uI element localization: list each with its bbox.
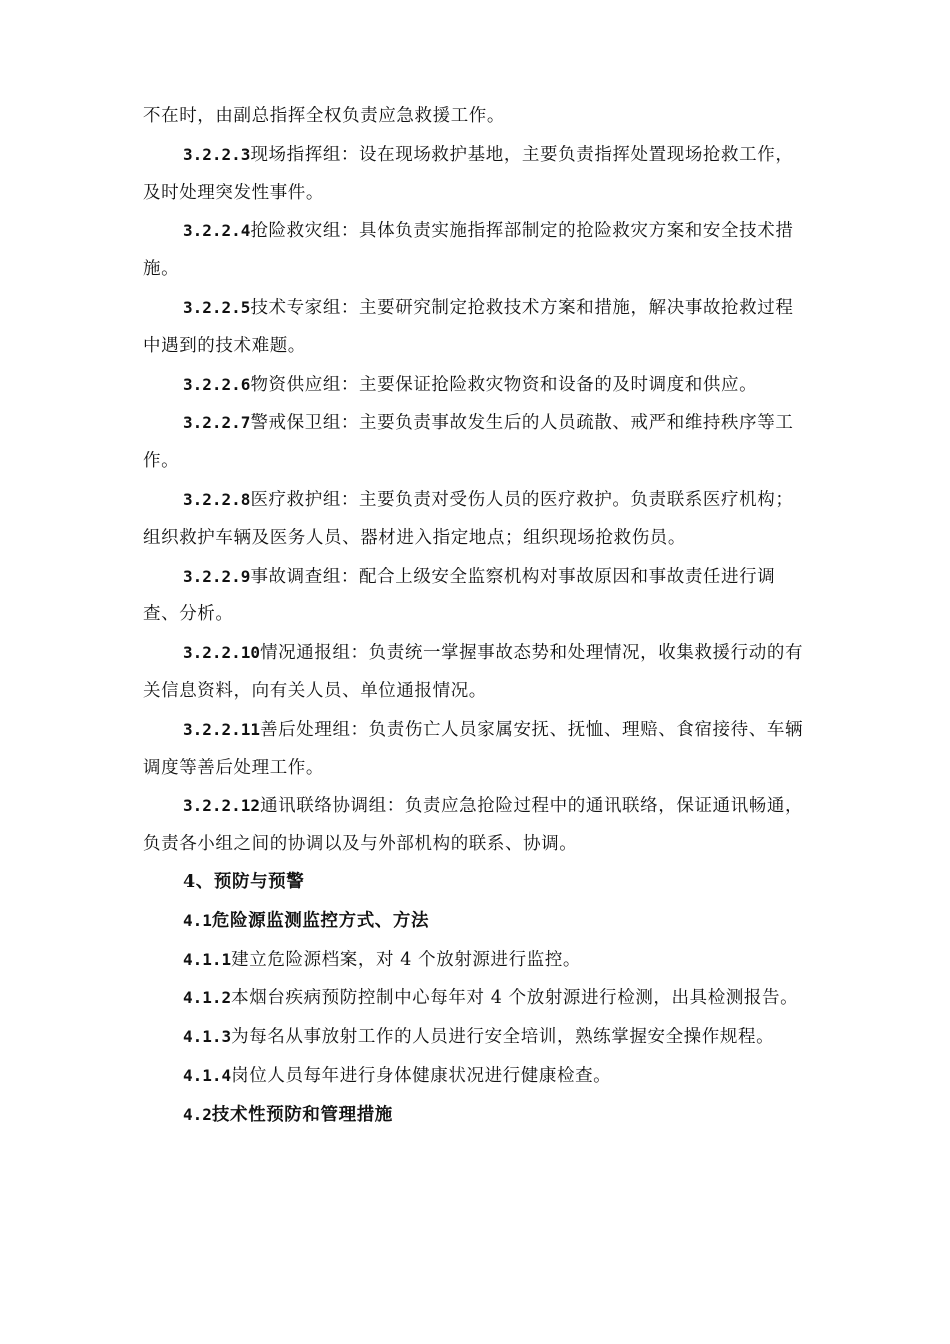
clause-number: 4.1 [183, 910, 212, 930]
clause-number: 4.2 [183, 1104, 212, 1124]
body-paragraph [143, 979, 808, 1018]
body-paragraph [143, 212, 808, 289]
body-paragraph [143, 711, 808, 788]
body-paragraph [143, 787, 808, 864]
clause-number: 3.2.2.11 [183, 719, 261, 739]
paragraph-text: 本烟台疾病预防控制中心每年对 4 个放射源进行检测，出具检测报告。 [231, 988, 799, 1009]
clause-number: 3.2.2.12 [183, 796, 261, 816]
clause-number: 3.2.2.6 [183, 374, 251, 394]
clause-number: 3.2.2.10 [183, 643, 261, 663]
clause-number: 3.2.2.8 [183, 489, 251, 509]
body-paragraph [143, 1018, 808, 1057]
paragraph-text: 技术性预防和管理措施 [211, 1104, 393, 1125]
document-body [143, 98, 808, 1135]
paragraph-text: 4、预防与预警 [183, 871, 305, 892]
clause-number: 4.1.1 [183, 949, 232, 969]
clause-number: 4.1.2 [183, 988, 232, 1008]
paragraph-text: 抢险救灾组：具体负责实施指挥部制定的抢险救灾方案和安全技术措施。 [143, 221, 794, 280]
body-paragraph [143, 98, 808, 136]
paragraph-text: 危险源监测监控方式、方法 [211, 910, 430, 931]
body-paragraph [143, 289, 808, 366]
section-heading [143, 1096, 808, 1135]
clause-number: 3.2.2.4 [183, 221, 251, 241]
paragraph-text: 不在时，由副总指挥全权负责应急救援工作。 [143, 106, 505, 126]
body-paragraph [143, 404, 808, 481]
paragraph-text: 物资供应组：主要保证抢险救灾物资和设备的及时调度和供应。 [250, 374, 758, 395]
paragraph-text: 为每名从事放射工作的人员进行安全培训，熟练掌握安全操作规程。 [231, 1027, 775, 1048]
section-heading [143, 902, 808, 941]
paragraph-text: 善后处理组：负责伤亡人员家属安抚、抚恤、理赔、食宿接待、车辆调度等善后处理工作。 [143, 719, 804, 778]
body-paragraph [143, 941, 808, 980]
clause-number: 4.1.3 [183, 1027, 232, 1047]
paragraph-text: 医疗救护组：主要负责对受伤人员的医疗救护。负责联系医疗机构；组织救护车辆及医务人员、器材进入指定地点；组织现场抢救伤员。 [143, 489, 794, 548]
clause-number: 3.2.2.9 [183, 566, 251, 586]
paragraph-text: 情况通报组：负责统一掌握事故态势和处理情况，收集救援行动的有关信息资料，向有关人员、单位通报情况。 [143, 643, 804, 701]
paragraph-text: 建立危险源档案，对 4 个放射源进行监控。 [231, 949, 582, 970]
clause-number: 3.2.2.7 [183, 413, 251, 433]
paragraph-text: 技术专家组：主要研究制定抢救技术方案和措施，解决事故抢救过程中遇到的技术难题。 [143, 297, 794, 356]
body-paragraph [143, 481, 808, 558]
paragraph-text: 事故调查组：配合上级安全监察机构对事故原因和事故责任进行调查、分析。 [143, 566, 776, 625]
body-paragraph [143, 1057, 808, 1096]
paragraph-text: 警戒保卫组：主要负责事故发生后的人员疏散、戒严和维持秩序等工作。 [143, 413, 794, 472]
body-paragraph [143, 634, 808, 711]
clause-number: 3.2.2.3 [183, 144, 251, 164]
paragraph-text: 岗位人员每年进行身体健康状况进行健康检查。 [231, 1065, 612, 1086]
section-heading [143, 864, 808, 902]
clause-number: 4.1.4 [183, 1065, 232, 1085]
paragraph-text: 现场指挥组：设在现场救护基地，主要负责指挥处置现场抢救工作，及时处理突发性事件。 [143, 144, 794, 203]
clause-number: 3.2.2.5 [183, 297, 251, 317]
body-paragraph [143, 136, 808, 213]
body-paragraph [143, 558, 808, 635]
body-paragraph [143, 366, 808, 405]
paragraph-text: 通讯联络协调组：负责应急抢险过程中的通讯联络，保证通讯畅通，负责各小组之间的协调以及与外部机构的联系、协调。 [143, 796, 804, 855]
